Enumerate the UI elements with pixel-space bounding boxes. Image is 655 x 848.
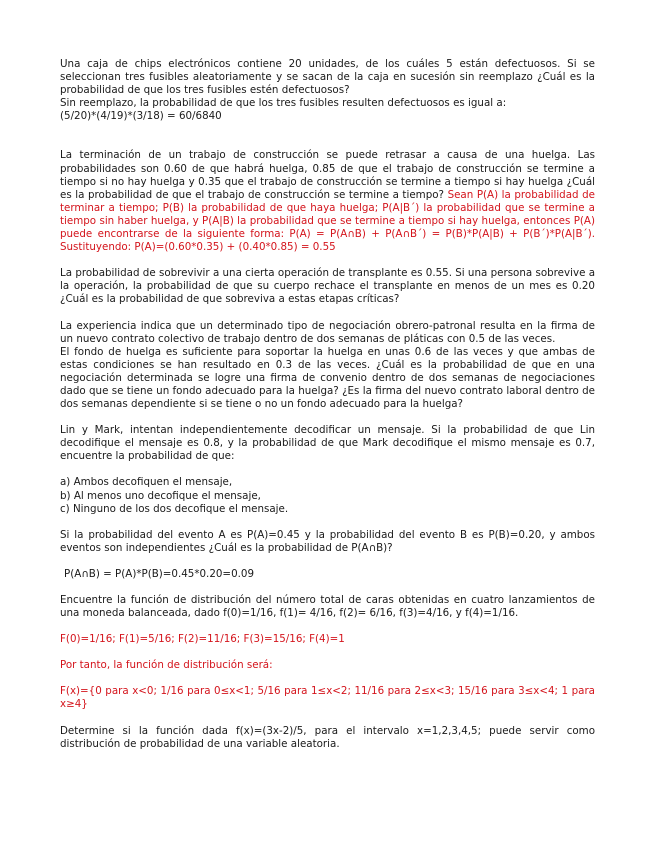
problem-4-text-a: La experiencia indica que un determinado tipo de negociación obrero-patronal resulta en la firma de un nuevo contrato colectivo de trabajo dentro de dos semanas de pláticas con 0.5 de las veces. (60, 319, 595, 345)
problem-5-item-b: b) Al menos uno decofique el mensaje, (60, 489, 261, 502)
problem-6 (60, 529, 595, 555)
problem-4-text-b: El fondo de huelga es suficiente para soportar la huelga en unas 0.6 de las veces y que ambas de estas condiciones se han resultado en 0.3 de las veces. ¿Cuál es la probabilidad de que en una negociación determinada se logre una firma de convenio dentro de dos semanas de negociaciones dado que se tiene un fondo adecuado para la huelga? ¿Es la firma del nuevo contrato laboral dentro de dos semanas dependiente si se tiene o no un fondo adecuado para la huelga? (60, 345, 595, 411)
problem-4 (60, 320, 595, 412)
problem-5 (60, 424, 595, 463)
problem-7 (60, 594, 595, 620)
problem-5-item-a: a) Ambos decofiquen el mensaje, (60, 476, 233, 489)
problem-1-question: Una caja de chips electrónicos contiene 20 unidades, de los cuáles 5 están defectuosos. Si se seleccionan tres fusibles aleatoriamente y se sacan de la caja en sucesión sin reemplazo ¿Cuál es la probabilidad de que los tres fusibles estén defectuosos? (60, 58, 595, 97)
problem-7-answer-values: F(0)=1/16; F(1)=5/16; F(2)=11/16; F(3)=15/16; F(4)=1 (60, 633, 345, 646)
problem-7-question: Encuentre la función de distribución del número total de caras obtenidas en cuatro lanzamientos de una moneda balanceada, dado f(0)=1/16, f(1)= 4/16, f(2)= 6/16, f(3)=4/16, y f(4)=1/16. (60, 594, 595, 620)
problem-8 (60, 725, 595, 751)
problem-1-answer-intro: Sin reemplazo, la probabilidad de que los tres fusibles resulten defectuosos es igual a: (60, 97, 507, 110)
problem-7-answer-function: F(x)={0 para x<0; 1/16 para 0≤x<1; 5/16 para 1≤x<2; 11/16 para 2≤x<3; 15/16 para 3≤x<4; 1 para x≥4} (60, 685, 595, 711)
problem-5-items (60, 476, 595, 515)
problem-8-question: Determine si la función dada f(x)=(3x-2)/5, para el intervalo x=1,2,3,4,5; puede servir como distribución de probabilidad de una variable aleatoria. (60, 724, 595, 750)
problem-1 (60, 58, 595, 123)
problem-1-answer-formula: (5/20)*(4/19)*(3/18) = 60/6840 (60, 110, 222, 123)
problem-6-question: Si la probabilidad del evento A es P(A)=0.45 y la probabilidad del evento B es P(B)=0.20, y ambos eventos son independientes ¿Cuál es la probabilidad de P(A∩B)? (60, 528, 595, 554)
problem-2 (60, 149, 595, 254)
problem-6-answer-text: P(A∩B) = P(A)*P(B)=0.45*0.20=0.09 (64, 567, 254, 580)
document-page (60, 58, 595, 751)
problem-5-item-c: c) Ninguno de los dos decofique el mensaje. (60, 502, 289, 515)
problem-2-question: La terminación de un trabajo de construcción se puede retrasar a causa de una huelga. Las probabilidades son 0.60 de que habrá huelga, 0.85 de que el trabajo de construcción se termine a tiempo si no hay huelga y 0.35 que el trabajo de construcción se termine a tiempo si hay huelga ¿Cuál es la probabilidad de que el trabajo de construcción se termine a tiempo? (60, 149, 595, 201)
problem-7-answer-intro: Por tanto, la función de distribución será: (60, 659, 273, 672)
problem-6-answer (60, 568, 595, 581)
problem-5-question: Lin y Mark, intentan independientemente decodificar un mensaje. Si la probabilidad de que Lin decodifique el mensaje es 0.8, y la probabilidad de que Mark decodifique el mismo mensaje es 0.7, encuentre la probabilidad de que: (60, 424, 595, 463)
problem-2-answer: Sean P(A) la probabilidad de terminar a tiempo; P(B) la probabilidad de que haya huelga; P(A|B´) la probabilidad que se termine a tiempo sin haber huelga, y P(A|B) la probabilidad que se termine a tiempo si hay huelga, entonces P(A) puede encontrarse de la siguiente forma: P(A) = P(A∩B) + P(A∩B´) = P(B)*P(A|B) + P(B´)*P(A|B´). Sustituyendo: P(A)=(0.60*0.35) + (0.40*0.85) = 0.55 (60, 188, 595, 254)
problem-3-question: La probabilidad de sobrevivir a una cierta operación de transplante es 0.55. Si una persona sobrevive a la operación, la probabilidad de que su cuerpo rechace el transplante en menos de un mes es 0.20 ¿Cuál es la probabilidad de que sobreviva a estas etapas críticas? (60, 267, 595, 306)
problem-3 (60, 267, 595, 306)
